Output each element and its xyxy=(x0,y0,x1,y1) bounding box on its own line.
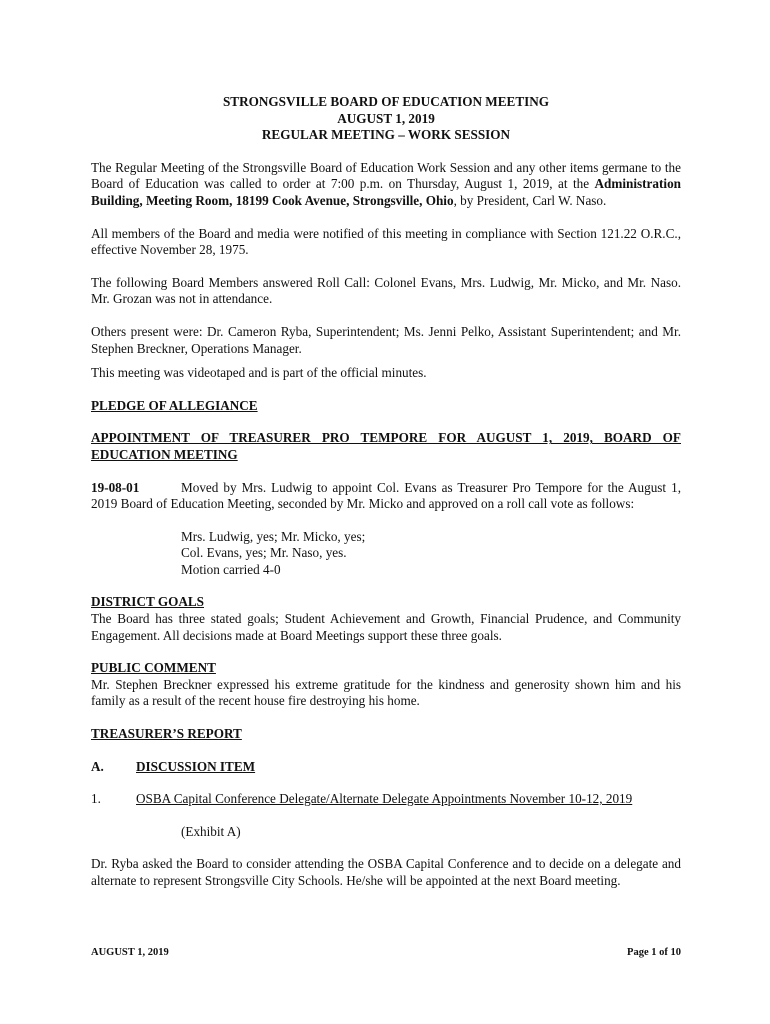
item-1-label: OSBA Capital Conference Delegate/Alternate Delegate Appointments November 10-12, 2019 xyxy=(136,791,633,807)
intro-paragraph xyxy=(91,160,681,210)
title-block xyxy=(91,94,681,144)
intro-location: Administration Building, Meeting Room, 18199 Cook Avenue, Strongsville, Ohio xyxy=(91,176,681,208)
motion-paragraph xyxy=(91,480,681,513)
discussion-letter: A. xyxy=(91,758,104,774)
motion-text: Moved by Mrs. Ludwig to appoint Col. Evans as Treasurer Pro Tempore for the August 1, 2019 Board of Education Meeting, seconded by Mr. Micko and approved on a roll call vote as follows: xyxy=(91,479,681,512)
exhibit-label: (Exhibit A) xyxy=(181,823,241,839)
intro-text-1: The Regular Meeting of the Strongsville Board of Education Work Session and any other items germane to the Board of Education was called to order at 7:00 p.m. on Thursday, August 1, 2019, at the xyxy=(91,159,681,192)
motion-result: Motion carried 4-0 xyxy=(181,561,281,577)
ryba-paragraph: Dr. Ryba asked the Board to consider attending the OSBA Capital Conference and to decide on a delegate and alternate to represent Strongsville City Schools. He/she will be appointed at the next Board meeting. xyxy=(91,856,681,888)
page-footer xyxy=(91,947,681,958)
public-comment-paragraph: Mr. Stephen Breckner expressed his extreme gratitude for the kindness and generosity shown him and his family as a result of the recent house fire destroying his home. xyxy=(91,676,681,709)
intro-text-2: , by President, Carl W. Naso. xyxy=(453,192,607,208)
title-line-1: STRONGSVILLE BOARD OF EDUCATION MEETING xyxy=(222,94,550,109)
treasurer-heading: TREASURER’S REPORT xyxy=(91,726,242,742)
notice-paragraph: All members of the Board and media were notified of this meeting in compliance with Section 121.22 O.R.C., effective November 28, 1975. xyxy=(91,225,681,258)
videotaped-paragraph: This meeting was videotaped and is part of the official minutes. xyxy=(91,365,427,381)
document-page xyxy=(91,94,681,890)
public-comment-heading: PUBLIC COMMENT xyxy=(91,660,216,676)
motion-number: 19-08-01 xyxy=(91,479,140,495)
discussion-item-row xyxy=(91,759,681,776)
footer-page-number: Page 1 of 10 xyxy=(627,947,681,958)
appointment-heading: APPOINTMENT OF TREASURER PRO TEMPORE FOR AUGUST 1, 2019, BOARD OF EDUCATION MEETING xyxy=(91,430,681,462)
goals-paragraph: The Board has three stated goals; Student Achievement and Growth, Financial Prudence, and Community Engagement. All decisions made at Board Meetings support these three goals. xyxy=(91,611,681,643)
goals-heading: DISTRICT GOALS xyxy=(91,594,204,610)
vote-block xyxy=(91,529,681,579)
rollcall-paragraph: The following Board Members answered Roll Call: Colonel Evans, Mrs. Ludwig, Mr. Micko, and Mr. Naso. Mr. Grozan was not in attendance. xyxy=(91,274,681,307)
title-line-2: AUGUST 1, 2019 xyxy=(337,110,435,126)
vote-line-2: Col. Evans, yes; Mr. Naso, yes. xyxy=(181,545,347,561)
motion-block xyxy=(91,480,681,579)
vote-line-1: Mrs. Ludwig, yes; Mr. Micko, yes; xyxy=(181,528,366,544)
footer-date: AUGUST 1, 2019 xyxy=(91,947,169,958)
item-1-number: 1. xyxy=(91,791,101,807)
discussion-label: DISCUSSION ITEM xyxy=(136,758,256,774)
item-1-row xyxy=(91,791,681,808)
others-paragraph: Others present were: Dr. Cameron Ryba, Superintendent; Ms. Jenni Pelko, Assistant Superintendent; and Mr. Stephen Breckner, Operations Manager. xyxy=(91,323,681,356)
title-line-3: REGULAR MEETING – WORK SESSION xyxy=(261,127,511,143)
pledge-heading: PLEDGE OF ALLEGIANCE xyxy=(91,397,258,413)
